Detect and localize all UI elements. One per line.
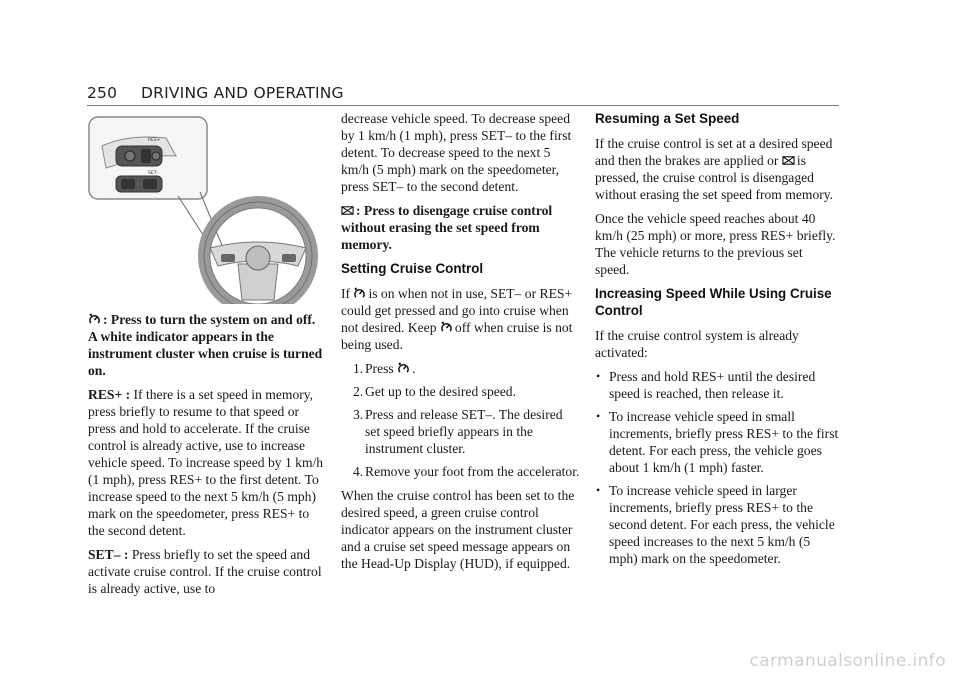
increasing-list — [595, 368, 840, 567]
page-number: 250 — [87, 84, 118, 102]
set-term: SET– : — [88, 547, 129, 562]
cancel-icon — [782, 154, 795, 167]
cruise-control-icon — [440, 321, 453, 334]
list-item — [595, 368, 840, 402]
cruise-icon-desc: : Press to turn the system on and off. A white indicator appears in the instrument cluster when cruise is turned on. — [88, 312, 323, 378]
bullet-text: To increase vehicle speed in larger increments, briefly press RES+ to the second detent. For each press, the vehicle speed increases to the next 5 km/h (5 mph) mark on the speedometer. — [609, 483, 835, 566]
step-number: 3. — [353, 407, 364, 422]
setting-intro-c: off when cruise is not being used. — [341, 320, 573, 352]
increasing-intro: If the cruise control system is already activated: — [595, 328, 799, 360]
step-text: Press — [365, 361, 394, 376]
setting-intro-paragraph — [341, 285, 581, 353]
cancel-icon — [341, 204, 354, 217]
set-paragraph — [88, 546, 324, 597]
column-right — [595, 110, 840, 573]
list-item — [341, 360, 581, 377]
list-item — [341, 383, 581, 400]
list-item — [341, 463, 581, 480]
cruise-control-icon — [397, 362, 410, 375]
res-text: If there is a set speed in memory, press briefly to resume to that speed or press and hold to accelerate. If the cruise control is already active, use to increase vehicle speed. To increase speed by 1 km/h (1 mph), press RES+ to the first detent. To increase speed to the next 5 km/h (5 mph) mark on the speedometer, press RES+ to the second detent. — [88, 387, 324, 538]
setting-intro-b: is on when not in use, SET– or RES+ could get pressed and go into cruise when not desired. Keep — [341, 286, 573, 335]
list-item — [341, 406, 581, 457]
bullet-text: To increase vehicle speed in small increments, briefly press RES+ to the first detent. For each press, the vehicle goes about 1 km/h (1 mph) faster. — [609, 409, 839, 475]
header-rule — [87, 105, 839, 106]
cruise-on-off-paragraph — [88, 311, 324, 379]
column-left — [88, 311, 324, 604]
step-number: 2. — [353, 384, 364, 399]
steering-wheel-figure — [88, 116, 324, 304]
res-paragraph — [88, 386, 324, 539]
resume-paragraph — [595, 135, 840, 203]
list-item — [595, 482, 840, 567]
step-text: Remove your foot from the accelerator. — [365, 464, 580, 479]
page-header — [87, 84, 839, 106]
step-number: 1. — [353, 361, 364, 376]
step-text: Press and release SET–. The desired set speed briefly appears in the instrument cluster. — [365, 407, 563, 456]
bullet-icon: • — [596, 483, 601, 497]
resume-text-a: If the cruise control is set at a desired speed and then the brakes are applied or — [595, 136, 833, 168]
heading-setting-cruise: Setting Cruise Control — [341, 261, 484, 276]
step-text-end: . — [412, 361, 416, 376]
set-text: Press briefly to set the speed and activate cruise control. If the cruise control is already active, use to — [88, 547, 322, 596]
list-item — [595, 408, 840, 476]
cruise-control-icon — [88, 313, 101, 326]
resume-text-b: is pressed, the cruise control is disengaged without erasing the set speed from memory. — [595, 153, 834, 202]
bullet-text: Press and hold RES+ until the desired speed is reached, then release it. — [609, 369, 816, 401]
step-text: Get up to the desired speed. — [365, 384, 516, 399]
step-number: 4. — [353, 464, 364, 479]
res-callout: RES+ — [148, 138, 161, 143]
cruise-control-icon — [353, 287, 366, 300]
heading-increasing: Increasing Speed While Using Cruise Control — [595, 286, 832, 318]
cancel-desc: : Press to disengage cruise control without erasing the set speed from memory. — [341, 203, 553, 252]
column-middle — [341, 110, 581, 579]
resume-speed-paragraph: Once the vehicle speed reaches about 40 km/h (25 mph) or more, press RES+ briefly. The vehicle returns to the previous set speed. — [595, 211, 836, 277]
res-term: RES+ : — [88, 387, 131, 402]
cancel-paragraph — [341, 202, 581, 253]
set-callout: SET– — [148, 171, 159, 176]
section-title: DRIVING AND OPERATING — [141, 84, 344, 102]
green-indicator-paragraph: When the cruise control has been set to the desired speed, a green cruise control indicator appears on the instrument cluster and a cruise set speed message appears on the Head-Up Display (HUD), if equipped. — [341, 488, 575, 571]
setting-intro-a: If — [341, 286, 351, 301]
watermark: carmanualsonline.info — [749, 651, 946, 671]
bullet-icon: • — [596, 409, 601, 423]
set-continued-paragraph: decrease vehicle speed. To decrease speed by 1 km/h (1 mph), press SET– to the first detent. To decrease speed to the next 5 km/h (5 mph) mark on the speedometer, press SET– to the second detent. — [341, 111, 572, 194]
bullet-icon: • — [596, 369, 601, 383]
steering-wheel-illustration — [88, 116, 324, 304]
heading-resuming: Resuming a Set Speed — [595, 111, 740, 126]
setting-steps-list — [341, 360, 581, 480]
